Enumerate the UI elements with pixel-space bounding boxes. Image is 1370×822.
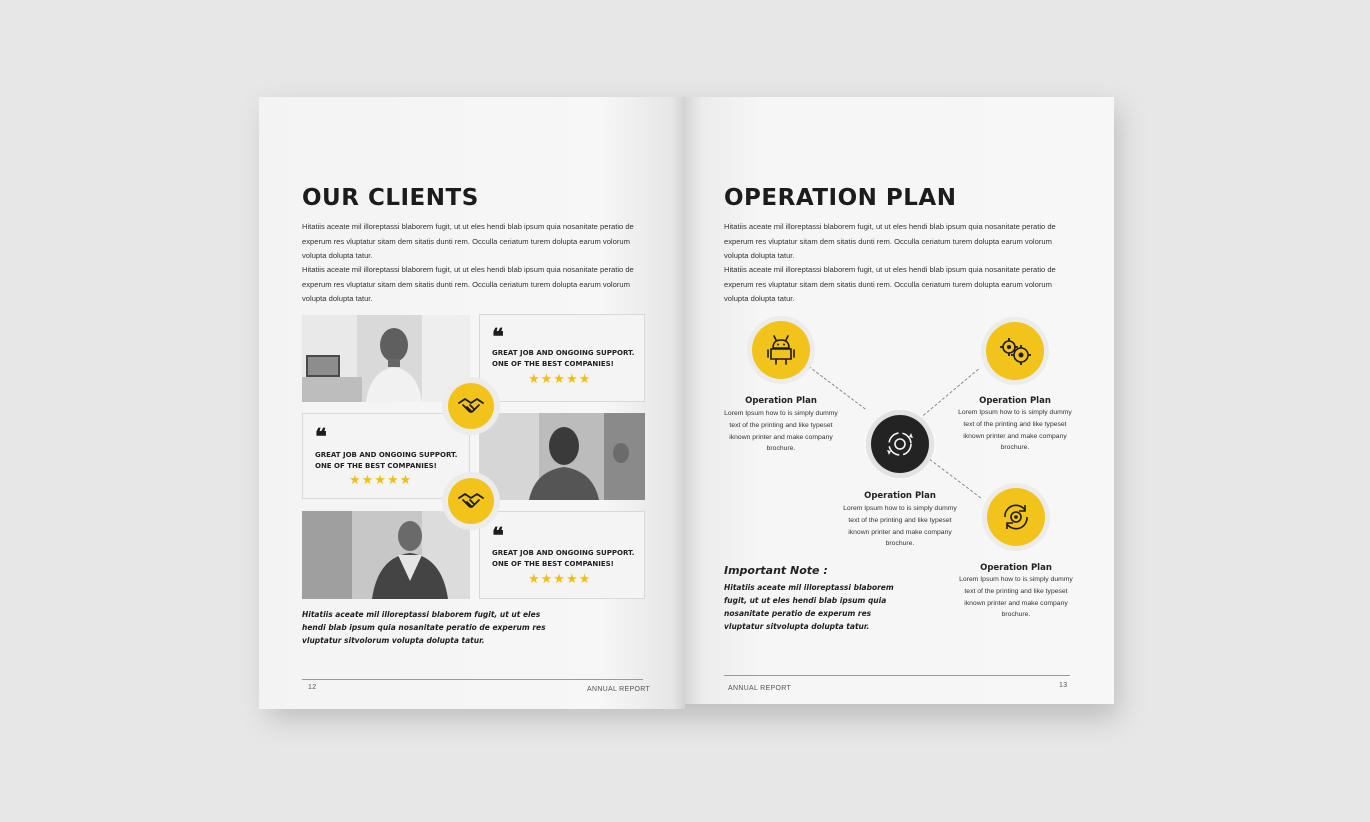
page-title: OPERATION PLAN [724,185,957,211]
plan-item-desc: Lorem Ipsum how to is simply dummy text of the printing and like typeset iknown printer and make company brochure. [958,409,1072,452]
footer-label: ANNUAL REPORT [587,686,651,693]
intro-paragraph-2: Hitatiis aceate mil illoreptassi blaborem fugit, ut ut eles hendi blab ipsum quia nosanitate peratio de experum res vluptatur sitam dem sitatis dunti rem. Occulla ceriatum turem dolupta earum volorum volupta dolupta tatur. [302,265,634,304]
plan-item-desc: Lorem Ipsum how to is simply dummy text of the printing and like typeset iknown printer and make company brochure. [959,576,1073,619]
client-photo-3 [302,511,470,599]
plan-item-desc: Lorem Ipsum how to is simply dummy text of the printing and like typeset iknown printer and make company brochure. [843,505,957,548]
right-page [685,97,1114,704]
left-page [259,97,685,709]
testimonial-line: GREAT JOB AND ONGOING SUPPORT. [315,451,458,459]
testimonial-card-3 [479,511,645,599]
cycle-icon [884,428,916,460]
testimonial-line: ONE OF THE BEST COMPANIES! [492,360,614,368]
star-rating: ★★★★★ [528,571,592,586]
important-note-title: Important Note : [724,564,828,577]
handshake-icon [457,395,485,417]
gears-icon [998,336,1032,366]
plan-item-title: Operation Plan [864,491,936,501]
client-photo-2 [479,413,645,500]
android-icon [766,334,796,366]
star-rating: ★★★★★ [349,472,413,487]
plan-item-title: Operation Plan [979,396,1051,406]
plan-icon-circle-center [871,415,929,473]
client-note: Hitatiis aceate mil illoreptassi blaborem fugit, ut ut eles hendi blab ipsum quia nosanitate peratio de experum res vluptatur sitvolorum volupta dolupta tatur. [302,610,546,645]
star-rating: ★★★★★ [528,371,592,386]
testimonial-line: GREAT JOB AND ONGOING SUPPORT. [492,349,635,357]
testimonial-line: ONE OF THE BEST COMPANIES! [315,462,437,470]
intro-paragraph: Hitatiis aceate mil illoreptassi blaborem fugit, ut ut eles hendi blab ipsum quia nosanitate peratio de experum res vluptatur sitam dem sitatis dunti rem. Occulla ceriatum turem dolupta earum volorum volupta dolupta tatur. [302,222,634,261]
intro-paragraph-2: Hitatiis aceate mil illoreptassi blaborem fugit, ut ut eles hendi blab ipsum quia nosanitate peratio de experum res vluptatur sitam dem sitatis dunti rem. Occulla ceriatum turem dolupta earum volorum volupta dolupta tatur. [724,265,1056,304]
plan-item-title: Operation Plan [980,563,1052,573]
quote-icon: ❝ [492,324,504,350]
plan-item-title: Operation Plan [745,396,817,406]
page-number: 12 [308,684,317,691]
page-title: OUR CLIENTS [302,185,479,211]
quote-icon: ❝ [315,424,327,450]
plan-icon-circle-2 [986,322,1044,380]
handshake-icon [457,490,485,512]
footer-label: ANNUAL REPORT [728,685,792,692]
quote-icon: ❝ [492,523,504,549]
testimonial-card-2 [302,413,470,499]
important-note-text: Hitatiis aceate mil illoreptassi blaborem fugit, ut ut eles hendi blab ipsum quia nosanitate peratio de experum res vluptatur sitvolupta dolupta tatur. [724,583,894,631]
testimonial-card-1 [479,314,645,402]
testimonial-line: ONE OF THE BEST COMPANIES! [492,560,614,568]
plan-icon-circle-3 [987,488,1045,546]
testimonial-line: GREAT JOB AND ONGOING SUPPORT. [492,549,635,557]
page-number: 13 [1059,682,1068,689]
handshake-icon-badge [448,478,494,524]
footer-rule [302,679,643,680]
intro-paragraph: Hitatiis aceate mil illoreptassi blaborem fugit, ut ut eles hendi blab ipsum quia nosanitate peratio de experum res vluptatur sitam dem sitatis dunti rem. Occulla ceriatum turem dolupta earum volorum volupta dolupta tatur. [724,222,1056,261]
plan-icon-circle-1 [752,321,810,379]
handshake-icon-badge [448,383,494,429]
client-photo-1 [302,315,470,402]
plan-item-desc: Lorem Ipsum how to is simply dummy text of the printing and like typeset iknown printer and make company brochure. [724,410,838,453]
gear-refresh-icon [999,500,1033,534]
footer-rule [724,675,1070,676]
